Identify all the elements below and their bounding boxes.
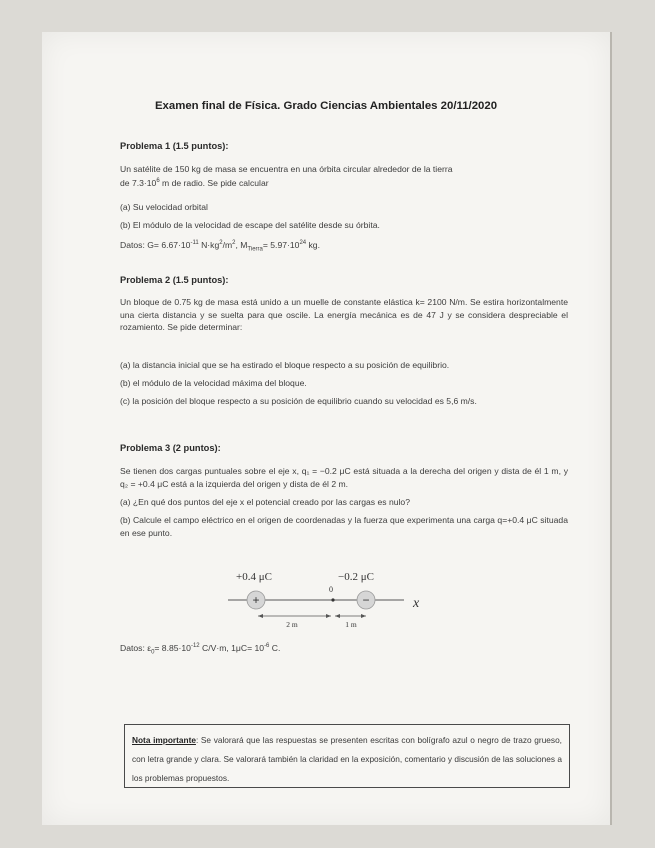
problem3-heading: Problema 3 (2 puntos): — [120, 443, 221, 453]
problem3-data: Datos: $\varepsilon_0= 8.85\cdot 10^{-12}$ C/V·m, $1\mu C= 10^{-6}$ C. — [120, 642, 281, 656]
x-axis-label: x — [413, 596, 420, 611]
problem3-item-a: (a) ¿En qué dos puntos del eje x el potencial creado por las cargas es nulo? — [120, 497, 410, 507]
problem2-item-b: (b) el módulo de la velocidad máxima del bloque. — [120, 378, 307, 388]
exam-sheet — [42, 32, 612, 825]
problem2-item-c: (c) la posición del bloque respecto a su posición de equilibrio cuando su velocidad es 5,6 m/s. — [120, 396, 477, 406]
origin-point — [331, 598, 334, 601]
problem1-statement — [120, 163, 568, 190]
problem1-item-b: (b) El módulo de la velocidad de escape del satélite desde su órbita. — [120, 220, 380, 230]
distance-1m-arrow-left — [335, 614, 340, 618]
distance-2m-arrow-right — [326, 614, 331, 618]
important-note-box — [124, 724, 570, 788]
problem1-heading: Problema 1 (1.5 puntos): — [120, 141, 229, 151]
distance-1m-arrow-right — [361, 614, 366, 618]
origin-label: 0 — [329, 585, 333, 594]
distance-1m-label: 1 m — [345, 620, 357, 629]
important-note-label: Nota importante — [132, 735, 196, 745]
positive-charge-sign: + — [252, 593, 260, 607]
distance-2m-label: 2 m — [286, 620, 298, 629]
negative-charge-sign: − — [362, 593, 370, 607]
problem2-item-a: (a) la distancia inicial que se ha estirado el bloque respecto a su posición de equilibrio. — [120, 360, 450, 370]
right-charge-label: −0.2 μC — [338, 571, 374, 583]
problem1-data: Datos: $G= 6.67\cdot 10^{-11}$ $N\cdot kg^2/m^2$, $M_{Tierra}= 5.97\cdot 10^{24}$ kg. — [120, 239, 320, 253]
problem1-item-a: (a) Su velocidad orbital — [120, 202, 208, 212]
problem3-item-b: (b) Calcule el campo eléctrico en el origen de coordenadas y la fuerza que experimenta una carga q=+0.4 μC situada en ese punto. — [120, 515, 568, 538]
left-charge-label: +0.4 μC — [236, 571, 272, 583]
important-note-text: : Se valorará que las respuestas se presenten escritas con bolígrafo azul o negro de trazo grueso, con letra grande y clara. Se valorará también la claridad en la exposición, comentario y discusión de las soluciones a los problemas propuestos. — [132, 735, 562, 783]
distance-2m-arrow-left — [258, 614, 263, 618]
exam-title: Examen final de Física. Grado Ciencias Ambientales 20/11/2020 — [154, 100, 498, 112]
problem1-statement-line1: Un satélite de 150 kg de masa se encuentra en una órbita circular alrededor de la tierra — [120, 164, 453, 174]
problem2-statement: Un bloque de 0.75 kg de masa está unido a un muelle de constante elástica k= 2100 N/m. Se estira horizontalmente una cierta distancia y se suelta para que oscile. La energía mecánica es de 47 J y se considera despreciable el rozamiento. Se pide determinar: — [120, 297, 568, 333]
problem1-statement-line2: de $7.3\cdot 10^6$ m de radio. Se pide calcular — [120, 178, 269, 189]
problem2-heading: Problema 2 (1.5 puntos): — [120, 275, 229, 285]
problem3-statement: Se tienen dos cargas puntuales sobre el eje x, q₁ = −0.2 μC está situada a la derecha del origen y dista de él 1 m, y q₂ = +0.4 μC está a la izquierda del origen y dista de él 2 m. — [120, 466, 568, 489]
